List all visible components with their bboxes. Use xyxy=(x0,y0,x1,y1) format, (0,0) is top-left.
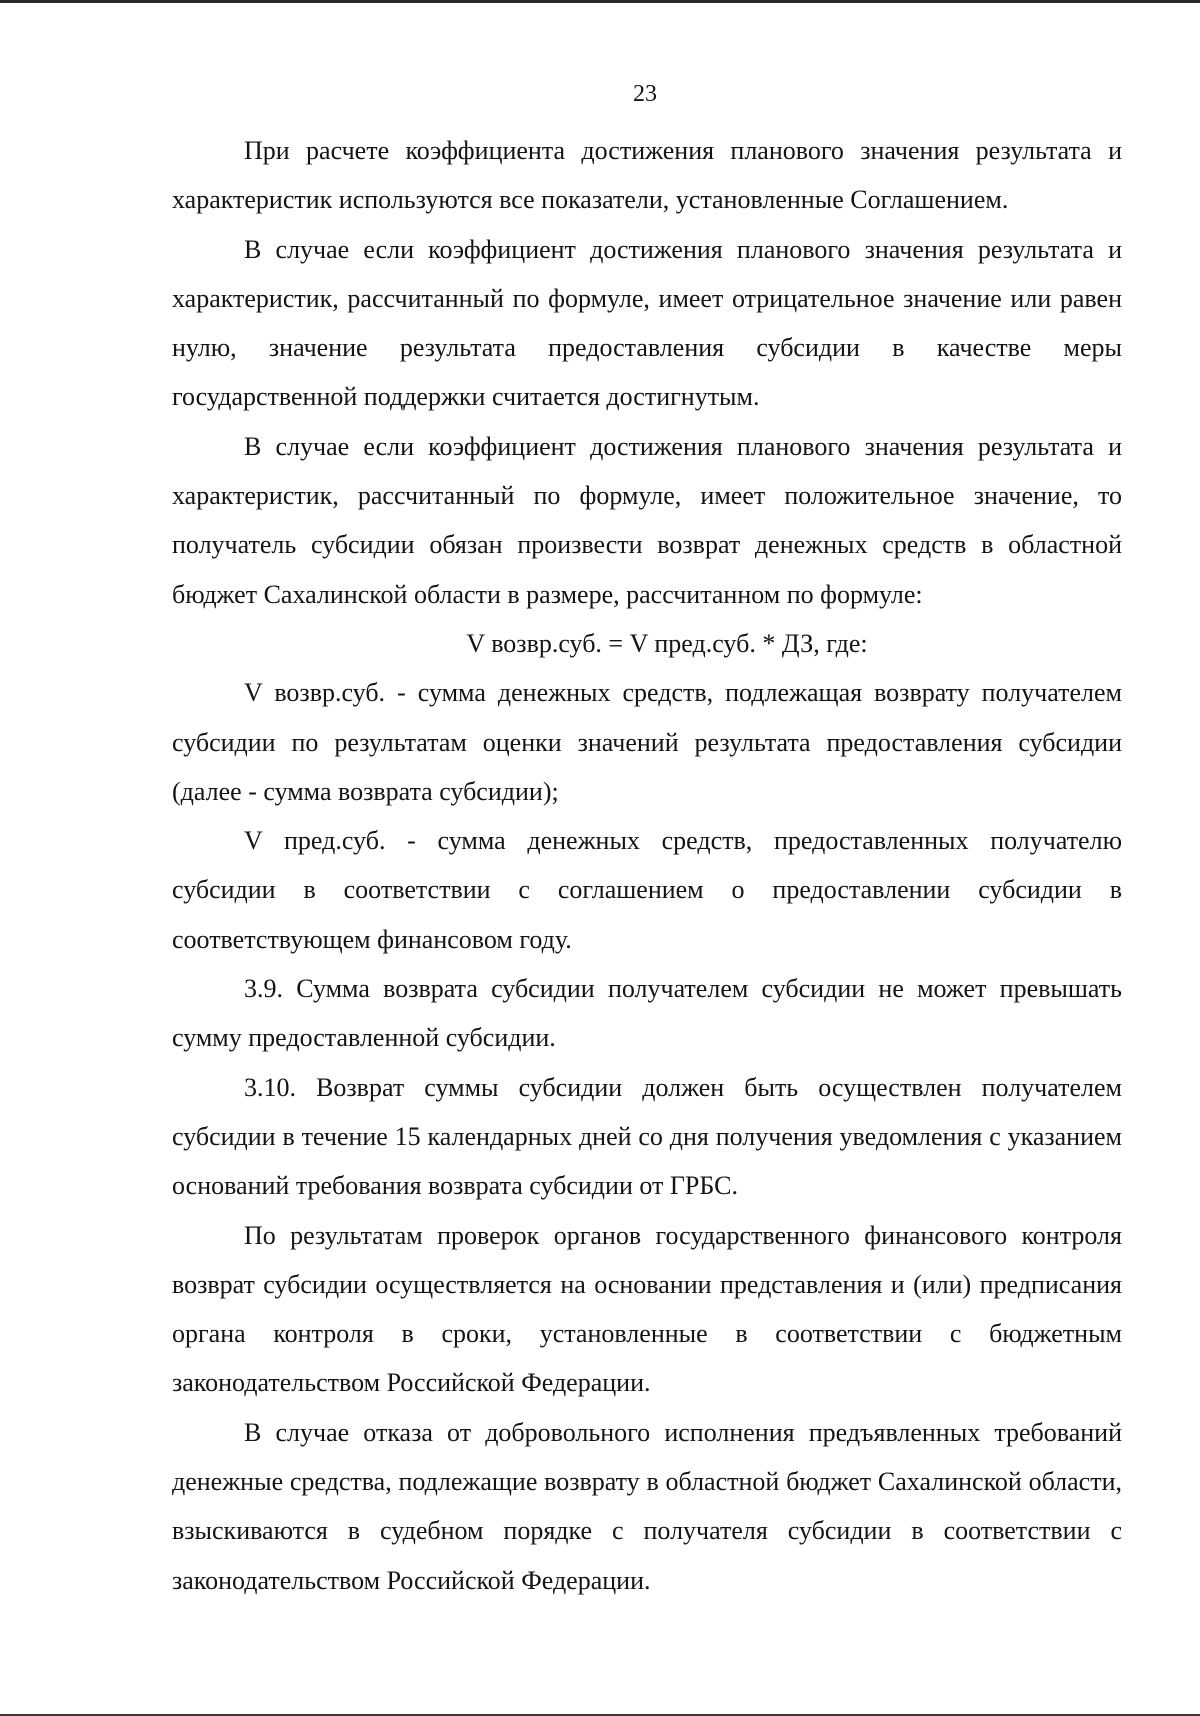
paragraph-clause-3-10: 3.10. Возврат суммы субсидии должен быть осуществлен получателем субсидии в течение 15 календарных дней со дня получения уведомления с указанием оснований требования возврата субсидии от ГРБС. xyxy=(172,1072,1122,1201)
paragraph-coefficient-indicators: При расчете коэффициента достижения планового значения результата и характеристик используются все показатели, установленные Соглашением. xyxy=(172,136,1122,215)
paragraph-clause-3-9: 3.9. Сумма возврата субсидии получателем субсидии не может превышать сумму предоставленной субсидии. xyxy=(172,974,1122,1053)
page-number: 23 xyxy=(633,81,657,107)
paragraph-v-provided-definition: V пред.суб. - сумма денежных средств, предоставленных получателю субсидии в соответствии с соглашением о предоставлении субсидии в соответствующем финансовом году. xyxy=(172,826,1122,954)
paragraph-judicial-recovery: В случае отказа от добровольного исполнения предъявленных требований денежные средства, подлежащие возврату в областной бюджет Сахалинской области, взыскиваются в судебном порядке с получателя субсидии в соответствии с законодательством Российской Федерации. xyxy=(172,1417,1122,1595)
paragraph-v-refund-definition: V возвр.суб. - сумма денежных средств, подлежащая возврату получателем субсидии по результатам оценки значений результата предоставления субсидии (далее - сумма возврата субсидии); xyxy=(172,678,1122,806)
refund-formula: V возвр.суб. = V пред.суб. * ДЗ, где: xyxy=(466,628,868,658)
paragraph-negative-coefficient: В случае если коэффициент достижения планового значения результата и характеристик, рассчитанный по формуле, имеет отрицательное значение или равен нулю, значение результата предоставления субсидии в качестве меры государственной поддержки считается достигнутым. xyxy=(172,234,1122,412)
paragraph-financial-control: По результатам проверок органов государственного финансового контроля возврат субсидии осуществляется на основании представления и (или) предписания органа контроля в сроки, установленные в соответствии с бюджетным законодательством Российской Федерации. xyxy=(172,1220,1122,1398)
scan-top-edge xyxy=(0,0,1200,3)
paragraph-positive-coefficient: В случае если коэффициент достижения планового значения результата и характеристик, рассчитанный по формуле, имеет положительное значение, то получатель субсидии обязан произвести возврат денежных средств в областной бюджет Сахалинской области в размере, рассчитанном по формуле: xyxy=(172,431,1122,609)
document-body xyxy=(172,126,1122,1605)
